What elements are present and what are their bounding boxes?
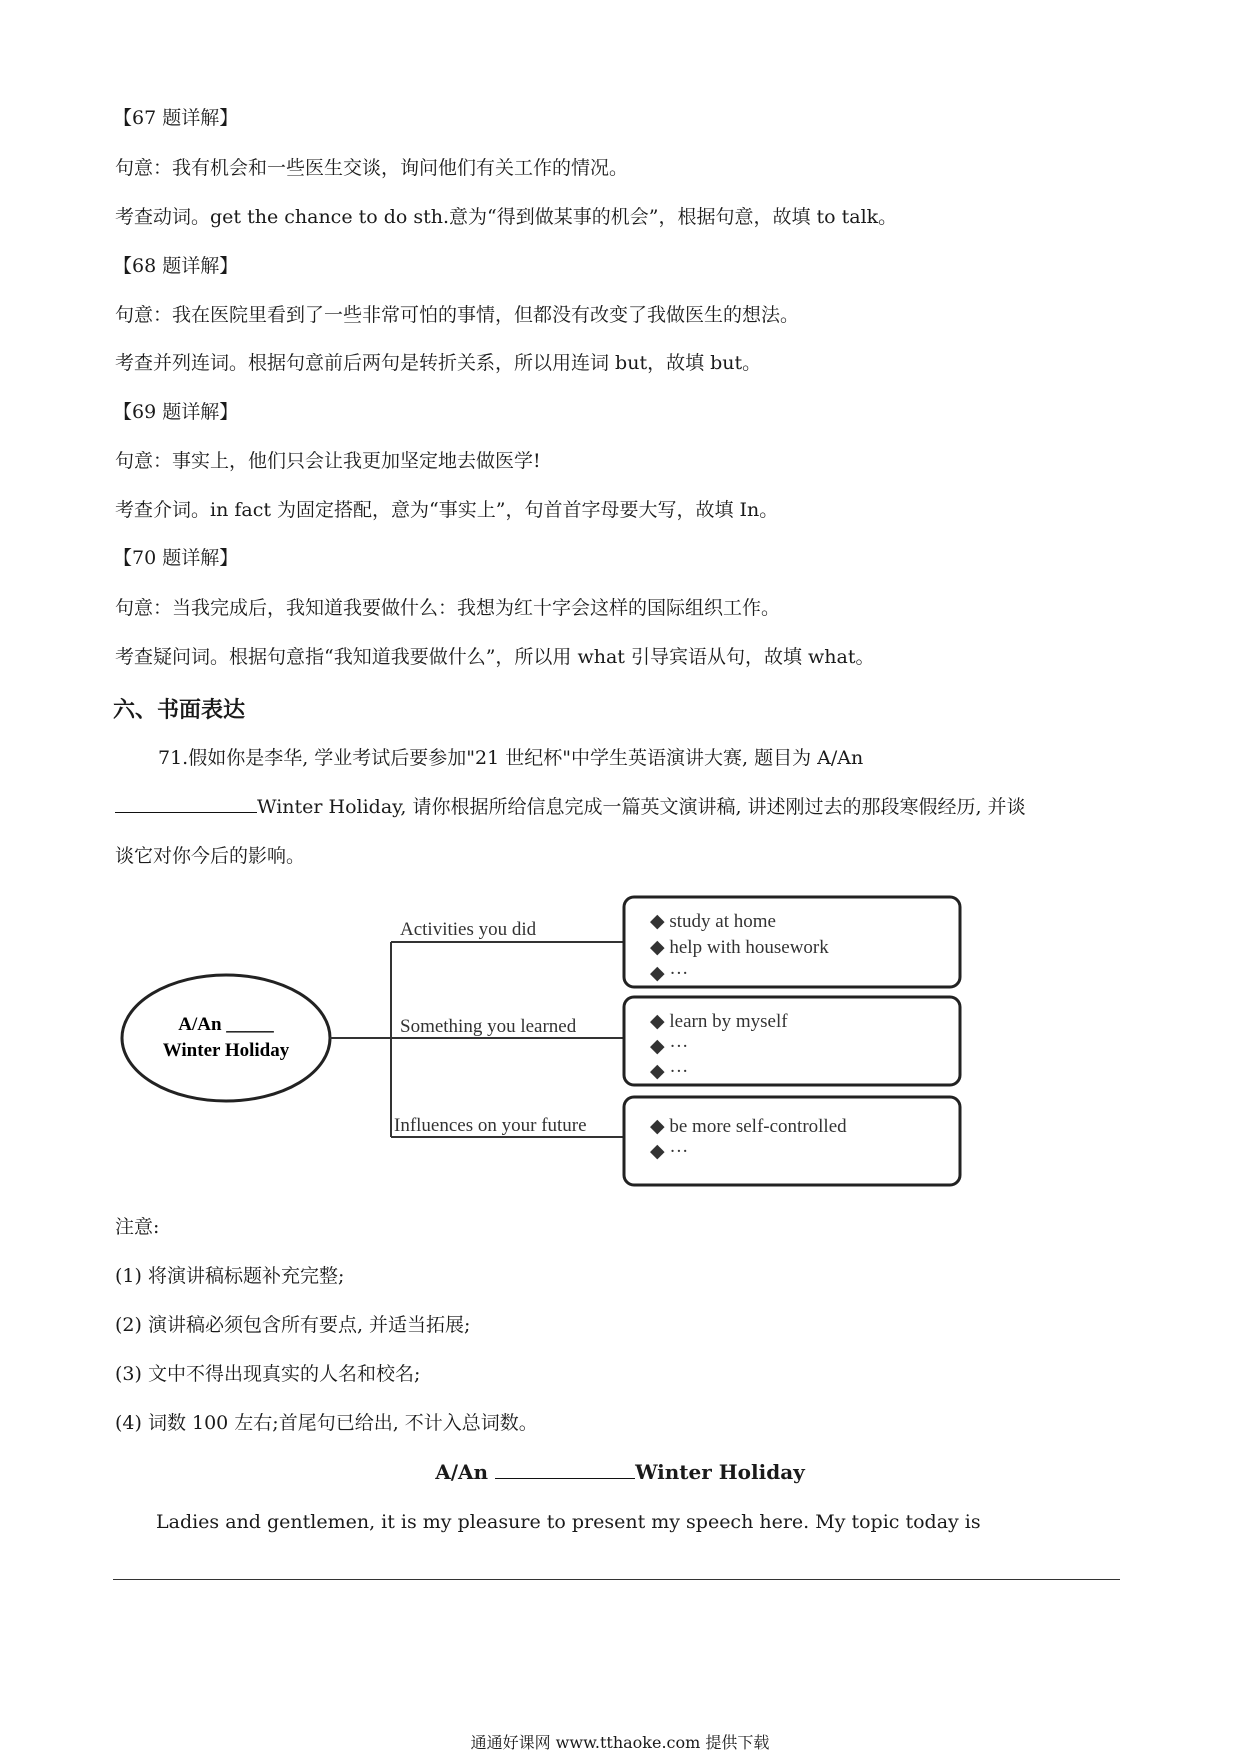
- branch-item: ◆ learn by myself: [650, 1011, 788, 1032]
- branch-item-text: be more self-controlled: [669, 1116, 847, 1137]
- branch-item-text: ···: [669, 1036, 689, 1057]
- section-title: 六、书面表达: [113, 698, 246, 723]
- branch-item: ◆ study at home: [650, 911, 776, 932]
- branch-label-learned: Something you learned: [400, 1016, 577, 1037]
- q70-heading: 【70 题详解】: [113, 547, 239, 569]
- essay-opening: Ladies and gentlemen, it is my pleasure to present my speech here. My topic today is: [156, 1511, 981, 1533]
- center-label-line-2: Winter Holiday: [162, 1040, 290, 1061]
- center-label-line-1: A/An _____: [178, 1014, 274, 1035]
- branch-item-text: ···: [669, 963, 689, 984]
- q68-analysis: 考查并列连词。根据句意前后两句是转折关系，所以用连词 but，故填 but。: [115, 352, 762, 374]
- question-line-2-text: Winter Holiday, 请你根据所给信息完成一篇英文演讲稿, 讲述刚过去的那段寒假经历, 并谈: [257, 796, 1026, 818]
- mind-map: [120, 880, 970, 1200]
- branch-item: ◆ ···: [650, 1061, 689, 1082]
- note-item: (3) 文中不得出现真实的人名和校名;: [115, 1363, 421, 1385]
- notes-heading: 注意:: [115, 1216, 160, 1238]
- essay-title-prefix: A/An: [435, 1460, 489, 1484]
- q69-analysis: 考查介词。in fact 为固定搭配，意为“事实上”，句首首字母要大写，故填 In。: [115, 499, 779, 521]
- essay-title-blank: [495, 1460, 635, 1479]
- center-ellipse: [122, 975, 330, 1101]
- footer: 通通好课网 www.tthaoke.com 提供下载: [470, 1733, 770, 1752]
- question-line-2: [115, 794, 1026, 820]
- branch-item: ◆ help with housework: [650, 937, 829, 958]
- q68-heading: 【68 题详解】: [113, 255, 239, 277]
- branch-item: ◆ ···: [650, 963, 689, 984]
- question-line-1: 71.假如你是李华, 学业考试后要参加"21 世纪杯"中学生英语演讲大赛, 题目为 A/An: [158, 747, 864, 769]
- question-line-3: 谈它对你今后的影响。: [115, 845, 306, 867]
- q70-analysis: 考查疑问词。根据句意指“我知道我要做什么”，所以用 what 引导宾语从句，故填 what。: [115, 646, 875, 668]
- q67-analysis: 考查动词。get the chance to do sth.意为“得到做某事的机会”，根据句意，故填 to talk。: [115, 206, 898, 228]
- title-blank: [115, 794, 257, 813]
- branch-item-text: study at home: [669, 911, 776, 932]
- branch-item: ◆ ···: [650, 1141, 689, 1162]
- q70-meaning: 句意：当我完成后，我知道我要做什么：我想为红十字会这样的国际组织工作。: [115, 597, 781, 619]
- q69-heading: 【69 题详解】: [113, 401, 239, 423]
- branch-item-text: learn by myself: [669, 1011, 788, 1032]
- branch-item-text: help with housework: [669, 937, 829, 958]
- essay-title: [0, 1460, 1240, 1484]
- answer-line: [113, 1579, 1120, 1580]
- q67-heading: 【67 题详解】: [113, 107, 239, 129]
- note-item: (4) 词数 100 左右;首尾句已给出, 不计入总词数。: [115, 1412, 538, 1434]
- note-item: (2) 演讲稿必须包含所有要点, 并适当拓展;: [115, 1314, 471, 1336]
- branch-label-activities: Activities you did: [400, 919, 537, 940]
- branch-item: ◆ be more self-controlled: [650, 1116, 847, 1137]
- branch-item: ◆ ···: [650, 1036, 689, 1057]
- q67-meaning: 句意：我有机会和一些医生交谈，询问他们有关工作的情况。: [115, 157, 629, 179]
- q69-meaning: 句意：事实上，他们只会让我更加坚定地去做医学!: [115, 450, 541, 472]
- branch-item-text: ···: [669, 1061, 689, 1082]
- branch-label-influences: Influences on your future: [394, 1115, 587, 1136]
- note-item: (1) 将演讲稿标题补充完整;: [115, 1265, 345, 1287]
- branch-item-text: ···: [669, 1141, 689, 1162]
- essay-title-suffix: Winter Holiday: [635, 1460, 805, 1484]
- q68-meaning: 句意：我在医院里看到了一些非常可怕的事情，但都没有改变了我做医生的想法。: [115, 304, 800, 326]
